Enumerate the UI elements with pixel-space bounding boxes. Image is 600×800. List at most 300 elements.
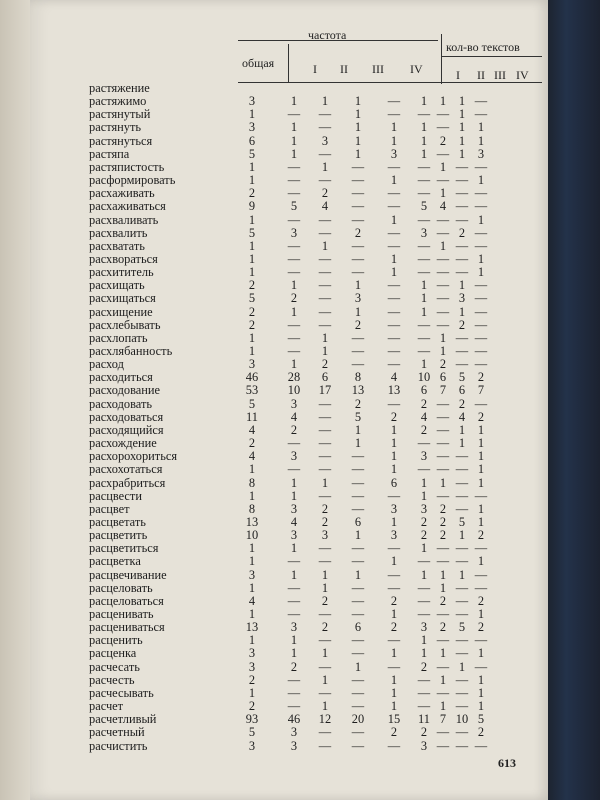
- table-cell-freq: —: [351, 330, 365, 345]
- table-cell-freq: —: [318, 607, 332, 621]
- table-cell-texts: —: [455, 449, 469, 464]
- table-cell-freq: 12: [318, 712, 332, 727]
- table-cell-texts: 1: [477, 212, 485, 227]
- table-cell-total: 1: [248, 580, 256, 595]
- table-cell-freq: 20: [351, 712, 365, 727]
- table-cell-freq: 2: [321, 501, 329, 516]
- table-cell-freq: —: [287, 344, 301, 358]
- table-cell-total: 4: [248, 593, 256, 608]
- table-cell-freq: 1: [321, 672, 329, 687]
- table-cell-freq: 1: [290, 646, 298, 661]
- table-cell-texts: —: [436, 685, 450, 700]
- table-cell-texts: —: [474, 541, 488, 556]
- header-text-col: I: [456, 68, 460, 82]
- table-cell-freq: 1: [321, 344, 329, 358]
- table-cell-total: 1: [248, 344, 256, 358]
- header-top-rule-right: [442, 56, 542, 57]
- table-cell-freq: 1: [354, 94, 362, 109]
- table-cell-freq: 2: [354, 396, 362, 411]
- table-cell-freq: —: [287, 212, 301, 227]
- table-cell-freq: —: [287, 607, 301, 621]
- table-cell-freq: 2: [290, 422, 298, 437]
- table-cell-freq: —: [387, 344, 401, 358]
- table-cell-freq: 1: [290, 475, 298, 490]
- table-cell-freq: 2: [390, 593, 398, 608]
- table-cell-freq: —: [318, 212, 332, 227]
- table-cell-freq: 3: [390, 501, 398, 516]
- table-cell-freq: 1: [354, 659, 362, 674]
- table-row-word: расчет: [89, 699, 124, 714]
- table-cell-texts: 2: [477, 370, 485, 385]
- table-cell-texts: 5: [477, 712, 485, 727]
- table-row-word: расхлебывать: [89, 317, 161, 332]
- table-cell-freq: —: [287, 186, 301, 201]
- table-cell-texts: —: [417, 238, 431, 253]
- table-cell-freq: —: [351, 449, 365, 464]
- table-row-word: расценить: [89, 633, 143, 648]
- table-cell-texts: 1: [477, 501, 485, 516]
- table-cell-freq: 1: [390, 672, 398, 687]
- table-cell-freq: —: [351, 501, 365, 516]
- table-cell-freq: 1: [290, 278, 298, 293]
- table-cell-texts: 1: [477, 699, 485, 714]
- table-cell-texts: 1: [477, 514, 485, 529]
- table-cell-texts: —: [417, 672, 431, 687]
- table-cell-freq: —: [351, 738, 365, 753]
- table-cell-texts: —: [436, 541, 450, 556]
- table-cell-freq: 13: [351, 383, 365, 398]
- table-cell-texts: 2: [439, 528, 447, 543]
- table-cell-texts: 1: [420, 133, 428, 148]
- table-cell-freq: —: [351, 186, 365, 201]
- table-row-word: расхорохориться: [89, 449, 178, 464]
- table-cell-freq: 1: [390, 436, 398, 451]
- table-cell-freq: —: [351, 488, 365, 503]
- table-cell-texts: 1: [420, 304, 428, 319]
- table-cell-freq: —: [387, 330, 401, 345]
- table-cell-freq: 13: [387, 383, 401, 398]
- table-cell-texts: 1: [458, 528, 466, 543]
- table-cell-freq: —: [351, 685, 365, 700]
- table-cell-texts: —: [417, 593, 431, 608]
- header-texts-title: кол-во текстов: [446, 40, 520, 54]
- header-freq-col: III: [372, 62, 384, 76]
- table-row-word: расхрабриться: [89, 475, 166, 490]
- table-cell-freq: —: [351, 580, 365, 595]
- table-cell-texts: —: [436, 462, 450, 477]
- table-cell-freq: —: [351, 212, 365, 227]
- table-row-word: расхлябанность: [89, 344, 173, 358]
- table-cell-total: 2: [248, 672, 256, 687]
- table-row-word: расходящийся: [89, 422, 164, 437]
- table-cell-texts: 2: [477, 725, 485, 740]
- table-cell-freq: —: [318, 317, 332, 332]
- table-cell-freq: —: [318, 685, 332, 700]
- table-cell-freq: 1: [354, 120, 362, 135]
- table-row-word: расцветать: [89, 514, 146, 529]
- table-cell-freq: 5: [290, 199, 298, 214]
- table-row-word: расцветиться: [89, 541, 159, 556]
- table-cell-texts: —: [417, 212, 431, 227]
- table-cell-total: 1: [248, 173, 256, 188]
- table-cell-texts: —: [455, 593, 469, 608]
- table-cell-freq: 1: [354, 436, 362, 451]
- table-cell-total: 4: [248, 449, 256, 464]
- table-cell-texts: 7: [439, 712, 447, 727]
- table-cell-freq: —: [287, 251, 301, 266]
- table-cell-freq: —: [351, 173, 365, 188]
- table-cell-total: 8: [248, 475, 256, 490]
- table-cell-freq: —: [351, 633, 365, 648]
- table-cell-freq: 1: [321, 699, 329, 714]
- table-cell-freq: 1: [290, 304, 298, 319]
- table-cell-total: 2: [248, 317, 256, 332]
- table-cell-texts: 2: [439, 133, 447, 148]
- table-cell-freq: —: [318, 291, 332, 306]
- table-cell-freq: 4: [321, 199, 329, 214]
- table-cell-texts: —: [436, 173, 450, 188]
- table-row-word: расхититель: [89, 265, 154, 280]
- table-cell-freq: 17: [318, 383, 332, 398]
- table-cell-texts: 4: [439, 199, 447, 214]
- table-cell-freq: —: [351, 251, 365, 266]
- table-cell-texts: —: [417, 159, 431, 174]
- table-cell-texts: —: [474, 330, 488, 345]
- table-cell-texts: 2: [439, 593, 447, 608]
- table-cell-texts: —: [455, 738, 469, 753]
- table-cell-texts: 1: [420, 120, 428, 135]
- table-cell-texts: 1: [439, 567, 447, 582]
- table-cell-freq: 1: [354, 304, 362, 319]
- table-cell-texts: 1: [439, 94, 447, 109]
- table-cell-total: 8: [248, 501, 256, 516]
- table-cell-freq: —: [387, 238, 401, 253]
- table-cell-texts: 1: [439, 238, 447, 253]
- table-cell-freq: 6: [390, 475, 398, 490]
- table-cell-texts: 2: [477, 409, 485, 424]
- table-cell-total: 1: [248, 212, 256, 227]
- table-cell-freq: 2: [290, 291, 298, 306]
- table-cell-freq: —: [387, 291, 401, 306]
- table-cell-texts: —: [474, 357, 488, 372]
- table-cell-freq: —: [318, 225, 332, 240]
- table-cell-total: 1: [248, 607, 256, 621]
- table-cell-freq: —: [387, 396, 401, 411]
- table-cell-freq: —: [387, 633, 401, 648]
- table-cell-freq: 3: [390, 146, 398, 161]
- table-cell-freq: 46: [287, 712, 301, 727]
- table-cell-freq: —: [387, 159, 401, 174]
- table-cell-texts: 1: [477, 607, 485, 621]
- table-cell-freq: —: [318, 409, 332, 424]
- table-cell-freq: 2: [290, 659, 298, 674]
- table-cell-texts: 2: [477, 620, 485, 635]
- table-cell-freq: 3: [290, 225, 298, 240]
- table-cell-freq: 3: [290, 396, 298, 411]
- table-cell-texts: —: [474, 304, 488, 319]
- table-cell-freq: 3: [321, 528, 329, 543]
- table-cell-texts: 1: [477, 436, 485, 451]
- table-cell-texts: —: [455, 199, 469, 214]
- table-cell-texts: —: [455, 488, 469, 503]
- table-cell-freq: 1: [390, 422, 398, 437]
- table-cell-texts: 2: [458, 396, 466, 411]
- table-cell-texts: 6: [458, 383, 466, 398]
- table-cell-texts: —: [455, 607, 469, 621]
- table-cell-freq: —: [318, 488, 332, 503]
- table-cell-texts: —: [436, 554, 450, 569]
- table-cell-freq: 1: [390, 120, 398, 135]
- table-cell-texts: 1: [458, 567, 466, 582]
- table-cell-texts: 1: [420, 291, 428, 306]
- table-cell-freq: 28: [287, 370, 301, 385]
- table-cell-texts: —: [436, 436, 450, 451]
- table-cell-freq: —: [318, 107, 332, 122]
- table-cell-freq: —: [351, 672, 365, 687]
- table-cell-texts: —: [474, 107, 488, 122]
- table-cell-freq: 3: [290, 449, 298, 464]
- table-row-word: расценка: [89, 646, 137, 661]
- table-cell-texts: —: [474, 186, 488, 201]
- table-cell-texts: —: [436, 409, 450, 424]
- table-row-word: расхлопать: [89, 330, 148, 345]
- table-cell-freq: 3: [290, 620, 298, 635]
- table-row-word: расформировать: [89, 173, 176, 188]
- table-cell-texts: 2: [458, 317, 466, 332]
- table-cell-freq: 1: [321, 330, 329, 345]
- table-cell-freq: 1: [290, 357, 298, 372]
- table-cell-total: 2: [248, 304, 256, 319]
- table-cell-texts: 7: [439, 383, 447, 398]
- table-cell-freq: 2: [321, 593, 329, 608]
- table-cell-texts: 1: [477, 449, 485, 464]
- table-cell-texts: 2: [477, 593, 485, 608]
- table-cell-freq: 1: [290, 120, 298, 135]
- table-cell-texts: 1: [439, 699, 447, 714]
- table-cell-texts: —: [417, 344, 431, 358]
- table-cell-texts: —: [436, 317, 450, 332]
- table-row-word: расцвет: [89, 501, 130, 516]
- table-cell-texts: 1: [477, 133, 485, 148]
- table-cell-texts: —: [455, 685, 469, 700]
- table-cell-texts: —: [417, 685, 431, 700]
- table-cell-texts: 1: [420, 541, 428, 556]
- table-cell-texts: —: [474, 238, 488, 253]
- table-row-word: расценивать: [89, 607, 154, 621]
- table-cell-total: 4: [248, 422, 256, 437]
- table-row-word: растянуть: [89, 120, 142, 135]
- table-cell-texts: 3: [420, 620, 428, 635]
- table-cell-texts: —: [436, 120, 450, 135]
- table-cell-freq: —: [387, 94, 401, 109]
- table-cell-freq: —: [387, 186, 401, 201]
- table-cell-texts: 7: [477, 383, 485, 398]
- table-cell-freq: 1: [390, 251, 398, 266]
- table-cell-texts: —: [474, 291, 488, 306]
- table-cell-freq: 1: [390, 646, 398, 661]
- table-cell-freq: 3: [290, 738, 298, 753]
- table-cell-texts: —: [455, 173, 469, 188]
- table-cell-texts: 1: [439, 475, 447, 490]
- table-cell-texts: —: [436, 212, 450, 227]
- table-row-word: расцеловаться: [89, 593, 164, 608]
- table-cell-texts: —: [474, 317, 488, 332]
- table-cell-freq: 1: [354, 422, 362, 437]
- table-cell-texts: —: [455, 159, 469, 174]
- table-row-word: растянутый: [89, 107, 151, 122]
- table-cell-texts: 1: [477, 554, 485, 569]
- table-cell-freq: —: [287, 317, 301, 332]
- table-cell-freq: 4: [290, 514, 298, 529]
- table-cell-texts: —: [455, 265, 469, 280]
- table-cell-freq: 3: [290, 528, 298, 543]
- table-cell-total: 3: [248, 357, 256, 372]
- table-cell-texts: 3: [477, 146, 485, 161]
- table-cell-freq: —: [287, 238, 301, 253]
- table-cell-freq: 15: [387, 712, 401, 727]
- table-cell-freq: 1: [321, 567, 329, 582]
- table-cell-freq: —: [318, 462, 332, 477]
- table-cell-total: 1: [248, 238, 256, 253]
- table-cell-total: 13: [245, 620, 259, 635]
- table-cell-freq: —: [287, 580, 301, 595]
- table-cell-freq: —: [351, 475, 365, 490]
- table-cell-freq: —: [387, 199, 401, 214]
- table-cell-texts: 1: [458, 146, 466, 161]
- table-cell-texts: —: [455, 554, 469, 569]
- table-cell-texts: 1: [420, 488, 428, 503]
- table-cell-texts: 2: [439, 501, 447, 516]
- table-cell-texts: —: [455, 646, 469, 661]
- table-cell-freq: 1: [354, 278, 362, 293]
- table-cell-texts: —: [436, 633, 450, 648]
- table-cell-total: 46: [245, 370, 259, 385]
- table-cell-freq: —: [318, 278, 332, 293]
- table-cell-total: 1: [248, 488, 256, 503]
- table-cell-texts: —: [436, 396, 450, 411]
- table-cell-freq: 1: [390, 173, 398, 188]
- table-cell-freq: 10: [287, 383, 301, 398]
- table-cell-total: 13: [245, 514, 259, 529]
- table-cell-freq: —: [387, 659, 401, 674]
- table-cell-texts: —: [474, 94, 488, 109]
- table-cell-freq: 1: [290, 488, 298, 503]
- table-cell-texts: —: [455, 725, 469, 740]
- table-cell-freq: 1: [321, 646, 329, 661]
- table-cell-texts: 1: [477, 173, 485, 188]
- table-cell-total: 10: [245, 528, 259, 543]
- table-cell-total: 9: [248, 199, 256, 214]
- table-cell-freq: 3: [290, 725, 298, 740]
- table-row-word: расцветить: [89, 528, 148, 543]
- table-cell-freq: 6: [321, 370, 329, 385]
- table-cell-texts: —: [436, 488, 450, 503]
- table-row-word: расхватать: [89, 238, 145, 253]
- table-cell-texts: 5: [458, 620, 466, 635]
- table-cell-texts: —: [474, 396, 488, 411]
- table-cell-freq: —: [351, 593, 365, 608]
- table-cell-texts: —: [436, 107, 450, 122]
- table-cell-freq: —: [318, 554, 332, 569]
- table-cell-freq: —: [351, 725, 365, 740]
- table-cell-texts: —: [436, 449, 450, 464]
- table-cell-texts: 2: [458, 225, 466, 240]
- table-cell-texts: 3: [420, 501, 428, 516]
- table-cell-freq: —: [287, 107, 301, 122]
- table-cell-texts: —: [417, 251, 431, 266]
- table-row-word: расчесть: [89, 672, 135, 687]
- table-cell-texts: 1: [458, 107, 466, 122]
- table-cell-total: 3: [248, 94, 256, 109]
- table-cell-texts: —: [474, 225, 488, 240]
- table-cell-texts: 1: [477, 422, 485, 437]
- table-cell-freq: 1: [390, 699, 398, 714]
- table-cell-freq: —: [318, 251, 332, 266]
- table-cell-texts: 1: [458, 120, 466, 135]
- table-cell-texts: 1: [439, 580, 447, 595]
- table-cell-total: 3: [248, 646, 256, 661]
- table-cell-freq: 1: [321, 94, 329, 109]
- table-cell-freq: 8: [354, 370, 362, 385]
- table-cell-freq: —: [351, 554, 365, 569]
- table-cell-freq: 1: [390, 265, 398, 280]
- table-row-word: расцениваться: [89, 620, 165, 635]
- table-cell-freq: 1: [390, 449, 398, 464]
- table-cell-texts: 3: [420, 449, 428, 464]
- table-cell-freq: 1: [354, 528, 362, 543]
- table-row-word: расхищать: [89, 278, 145, 293]
- table-cell-freq: 1: [354, 133, 362, 148]
- table-cell-texts: 3: [420, 738, 428, 753]
- table-cell-freq: 1: [354, 567, 362, 582]
- table-cell-texts: —: [474, 488, 488, 503]
- table-cell-freq: 1: [390, 133, 398, 148]
- table-cell-texts: —: [417, 173, 431, 188]
- table-row-word: растяпа: [89, 146, 130, 161]
- table-cell-total: 1: [248, 633, 256, 648]
- table-cell-texts: —: [417, 699, 431, 714]
- table-cell-texts: —: [455, 633, 469, 648]
- table-cell-freq: —: [387, 317, 401, 332]
- table-cell-total: 93: [245, 712, 259, 727]
- table-cell-freq: —: [287, 699, 301, 714]
- table-cell-texts: 5: [420, 199, 428, 214]
- table-cell-freq: 3: [321, 133, 329, 148]
- table-cell-total: 1: [248, 462, 256, 477]
- table-cell-texts: 1: [439, 344, 447, 358]
- table-cell-freq: —: [351, 199, 365, 214]
- table-cell-freq: 1: [290, 146, 298, 161]
- table-cell-texts: —: [474, 199, 488, 214]
- table-cell-total: 1: [248, 330, 256, 345]
- table-cell-texts: 1: [458, 436, 466, 451]
- table-cell-texts: 2: [439, 514, 447, 529]
- book-edge: [548, 0, 600, 800]
- table-cell-total: 2: [248, 699, 256, 714]
- table-row-word: расчистить: [89, 738, 148, 753]
- table-cell-freq: —: [318, 422, 332, 437]
- header-total-label: общая: [242, 56, 275, 70]
- table-cell-freq: 6: [354, 514, 362, 529]
- table-cell-freq: 1: [290, 633, 298, 648]
- table-cell-texts: —: [455, 462, 469, 477]
- table-cell-freq: —: [287, 159, 301, 174]
- table-cell-freq: 4: [290, 409, 298, 424]
- table-cell-texts: —: [455, 699, 469, 714]
- table-cell-freq: —: [318, 436, 332, 451]
- table-cell-freq: —: [318, 541, 332, 556]
- table-cell-texts: —: [436, 251, 450, 266]
